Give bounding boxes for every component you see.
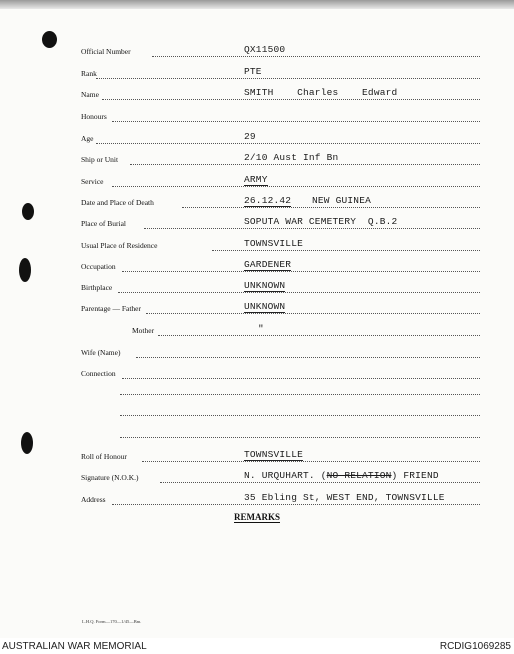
row-ship-or-unit <box>0 152 514 166</box>
dotted-rule <box>152 56 480 57</box>
honours-label: Honours <box>81 112 107 121</box>
row-signature-nok <box>0 470 514 484</box>
footer-bar <box>0 638 514 654</box>
remarks-heading-text: REMARKS <box>233 512 280 522</box>
row-mother <box>0 323 514 337</box>
dotted-rule <box>146 313 480 314</box>
name-label: Name <box>81 90 99 99</box>
dotted-rule <box>182 207 480 208</box>
name-value: SMITH Charles Edward <box>244 87 398 98</box>
row-birthplace <box>0 280 514 294</box>
row-connection <box>0 366 514 380</box>
birthplace-label: Birthplace <box>81 283 113 292</box>
row-occupation <box>0 259 514 273</box>
scan-top-edge <box>0 0 514 9</box>
ship-or-unit-value: 2/10 Aust Inf Bn <box>244 152 339 163</box>
connection-label: Connection <box>81 369 116 378</box>
roll-of-honour-label: Roll of Honour <box>81 452 127 461</box>
row-name <box>0 87 514 101</box>
connection-blank-line <box>120 394 480 395</box>
date-place-death-label: Date and Place of Death <box>81 198 154 207</box>
dotted-rule <box>112 504 480 505</box>
place-of-burial-value: SOPUTA WAR CEMETERY Q.B.2 <box>244 216 398 227</box>
father-value: UNKNOWN <box>244 301 286 312</box>
remarks-heading <box>0 512 514 522</box>
row-father <box>0 301 514 315</box>
ship-or-unit-label: Ship or Unit <box>81 155 119 164</box>
dotted-rule <box>102 99 480 100</box>
signature-nok-value <box>244 470 439 481</box>
dotted-rule <box>158 335 480 336</box>
row-usual-residence <box>0 238 514 252</box>
row-place-of-burial <box>0 216 514 230</box>
row-address <box>0 492 514 506</box>
dotted-rule <box>96 78 480 79</box>
wife-label: Wife (Name) <box>81 348 121 357</box>
occupation-label: Occupation <box>81 262 116 271</box>
death-date-value: 26.12.42 <box>244 195 292 206</box>
row-service <box>0 174 514 188</box>
dotted-rule <box>96 143 480 144</box>
signature-nok-label: Signature (N.O.K.) <box>81 473 139 482</box>
nok-struck-text: NO RELATION <box>326 470 392 481</box>
dotted-rule <box>112 186 480 187</box>
place-of-burial-label: Place of Burial <box>81 219 126 228</box>
dotted-rule <box>142 461 480 462</box>
dotted-rule <box>112 121 480 122</box>
row-roll-of-honour <box>0 449 514 463</box>
dotted-rule <box>130 164 480 165</box>
birthplace-value: UNKNOWN <box>244 280 286 291</box>
age-label: Age <box>81 134 94 143</box>
connection-blank-line <box>120 437 480 438</box>
footer-record-id: RCDIG1069285 <box>439 641 511 652</box>
official-number-label: Official Number <box>81 47 131 56</box>
rank-label: Rank <box>81 69 97 78</box>
address-label: Address <box>81 495 106 504</box>
row-honours <box>0 109 514 123</box>
nok-relation: ) FRIEND <box>391 470 439 481</box>
usual-residence-value: TOWNSVILLE <box>244 238 304 249</box>
connection-blank-line <box>120 415 480 416</box>
death-place-value: NEW GUINEA <box>312 195 372 206</box>
address-value: 35 Ebling St, WEST END, TOWNSVILLE <box>244 492 445 503</box>
dotted-rule <box>136 357 480 358</box>
form-reference: L.H.Q. Form—170—1/45—Bm. <box>82 619 142 624</box>
row-official-number <box>0 44 514 58</box>
dotted-rule <box>122 271 480 272</box>
dotted-rule <box>122 378 480 379</box>
rank-value: PTE <box>244 66 262 77</box>
dotted-rule <box>144 228 480 229</box>
footer-institution: AUSTRALIAN WAR MEMORIAL <box>2 641 147 652</box>
row-wife <box>0 345 514 359</box>
nok-name: N. URQUHART. ( <box>244 470 327 481</box>
roll-of-honour-value: TOWNSVILLE <box>244 449 304 460</box>
official-number-value: QX11500 <box>244 44 286 55</box>
dotted-rule <box>160 482 480 483</box>
mother-label: Mother <box>132 326 155 335</box>
row-rank <box>0 66 514 80</box>
service-value: ARMY <box>244 174 268 185</box>
age-value: 29 <box>244 131 256 142</box>
occupation-value: GARDENER <box>244 259 292 270</box>
usual-residence-label: Usual Place of Residence <box>81 241 158 250</box>
row-age <box>0 131 514 145</box>
dotted-rule <box>212 250 480 251</box>
service-label: Service <box>81 177 104 186</box>
father-label: Parentage — Father <box>81 304 141 313</box>
row-date-place-death <box>0 195 514 209</box>
dotted-rule <box>118 292 480 293</box>
mother-value: " <box>258 323 264 334</box>
